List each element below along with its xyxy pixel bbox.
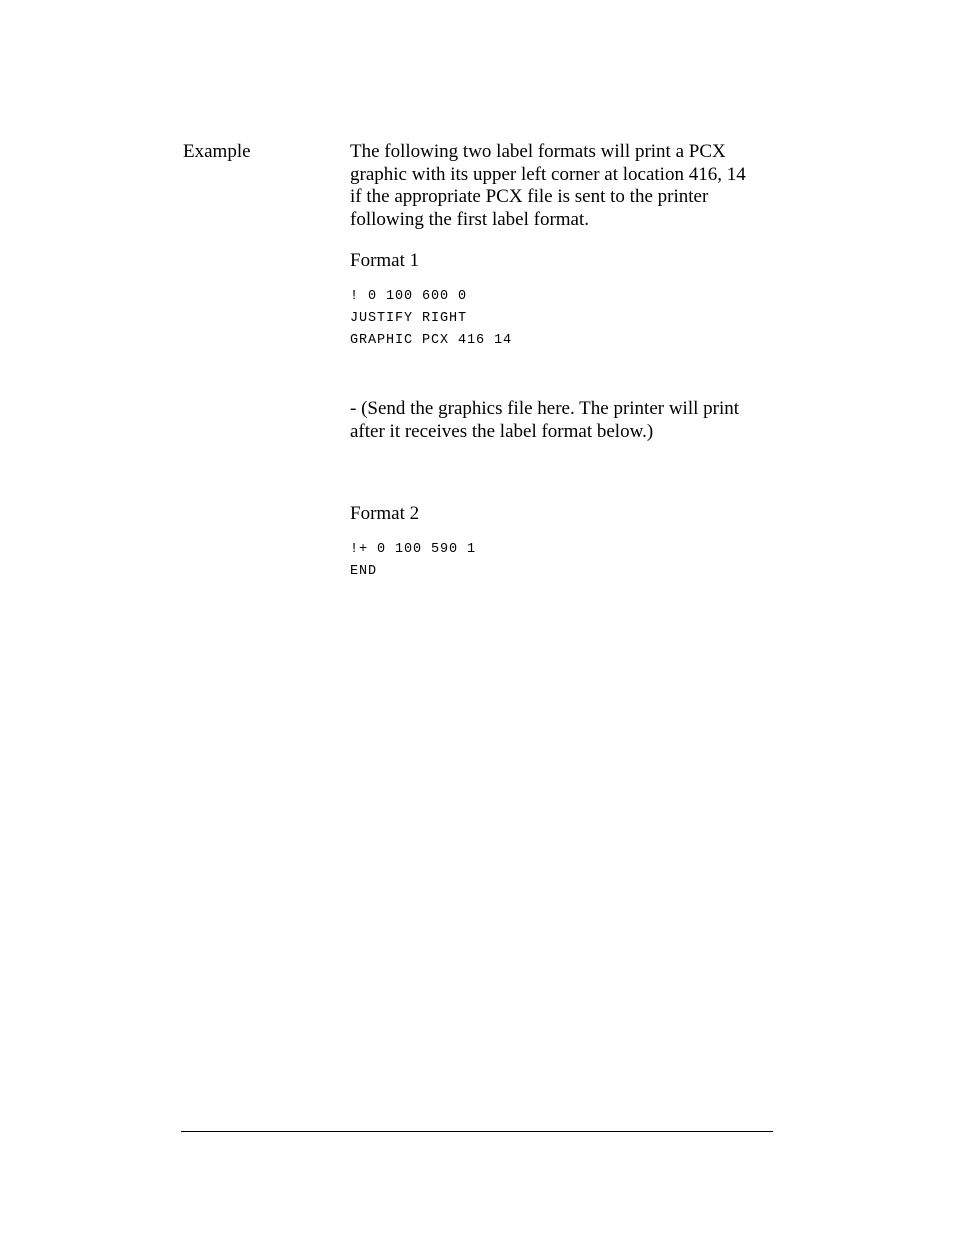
format1-code-block: [350, 286, 790, 352]
footer-rule: [181, 1131, 773, 1132]
code-line: GRAPHIC PCX 416 14: [350, 333, 513, 348]
code-line: !+ 0 100 590 1: [350, 542, 477, 557]
intro-line: graphic with its upper left corner at location 416, 14: [350, 163, 746, 185]
intro-line: The following two label formats will print a PCX: [350, 141, 726, 162]
format2-title: Format 2: [350, 503, 420, 524]
code-line: ! 0 100 600 0: [350, 289, 468, 304]
note-line: - (Send the graphics file here. The printer will print: [350, 398, 740, 419]
intro-line: following the first label format.: [350, 208, 590, 230]
note-line: after it receives the label format below.): [350, 420, 654, 442]
section-heading: Example: [183, 141, 251, 162]
format2-code-block: [350, 539, 790, 583]
code-line: JUSTIFY RIGHT: [350, 311, 468, 326]
intro-paragraph: [350, 141, 790, 231]
format1-title: Format 1: [350, 250, 420, 271]
note-paragraph: [350, 398, 810, 443]
code-line: END: [350, 564, 378, 579]
intro-line: if the appropriate PCX file is sent to the printer: [350, 186, 709, 207]
